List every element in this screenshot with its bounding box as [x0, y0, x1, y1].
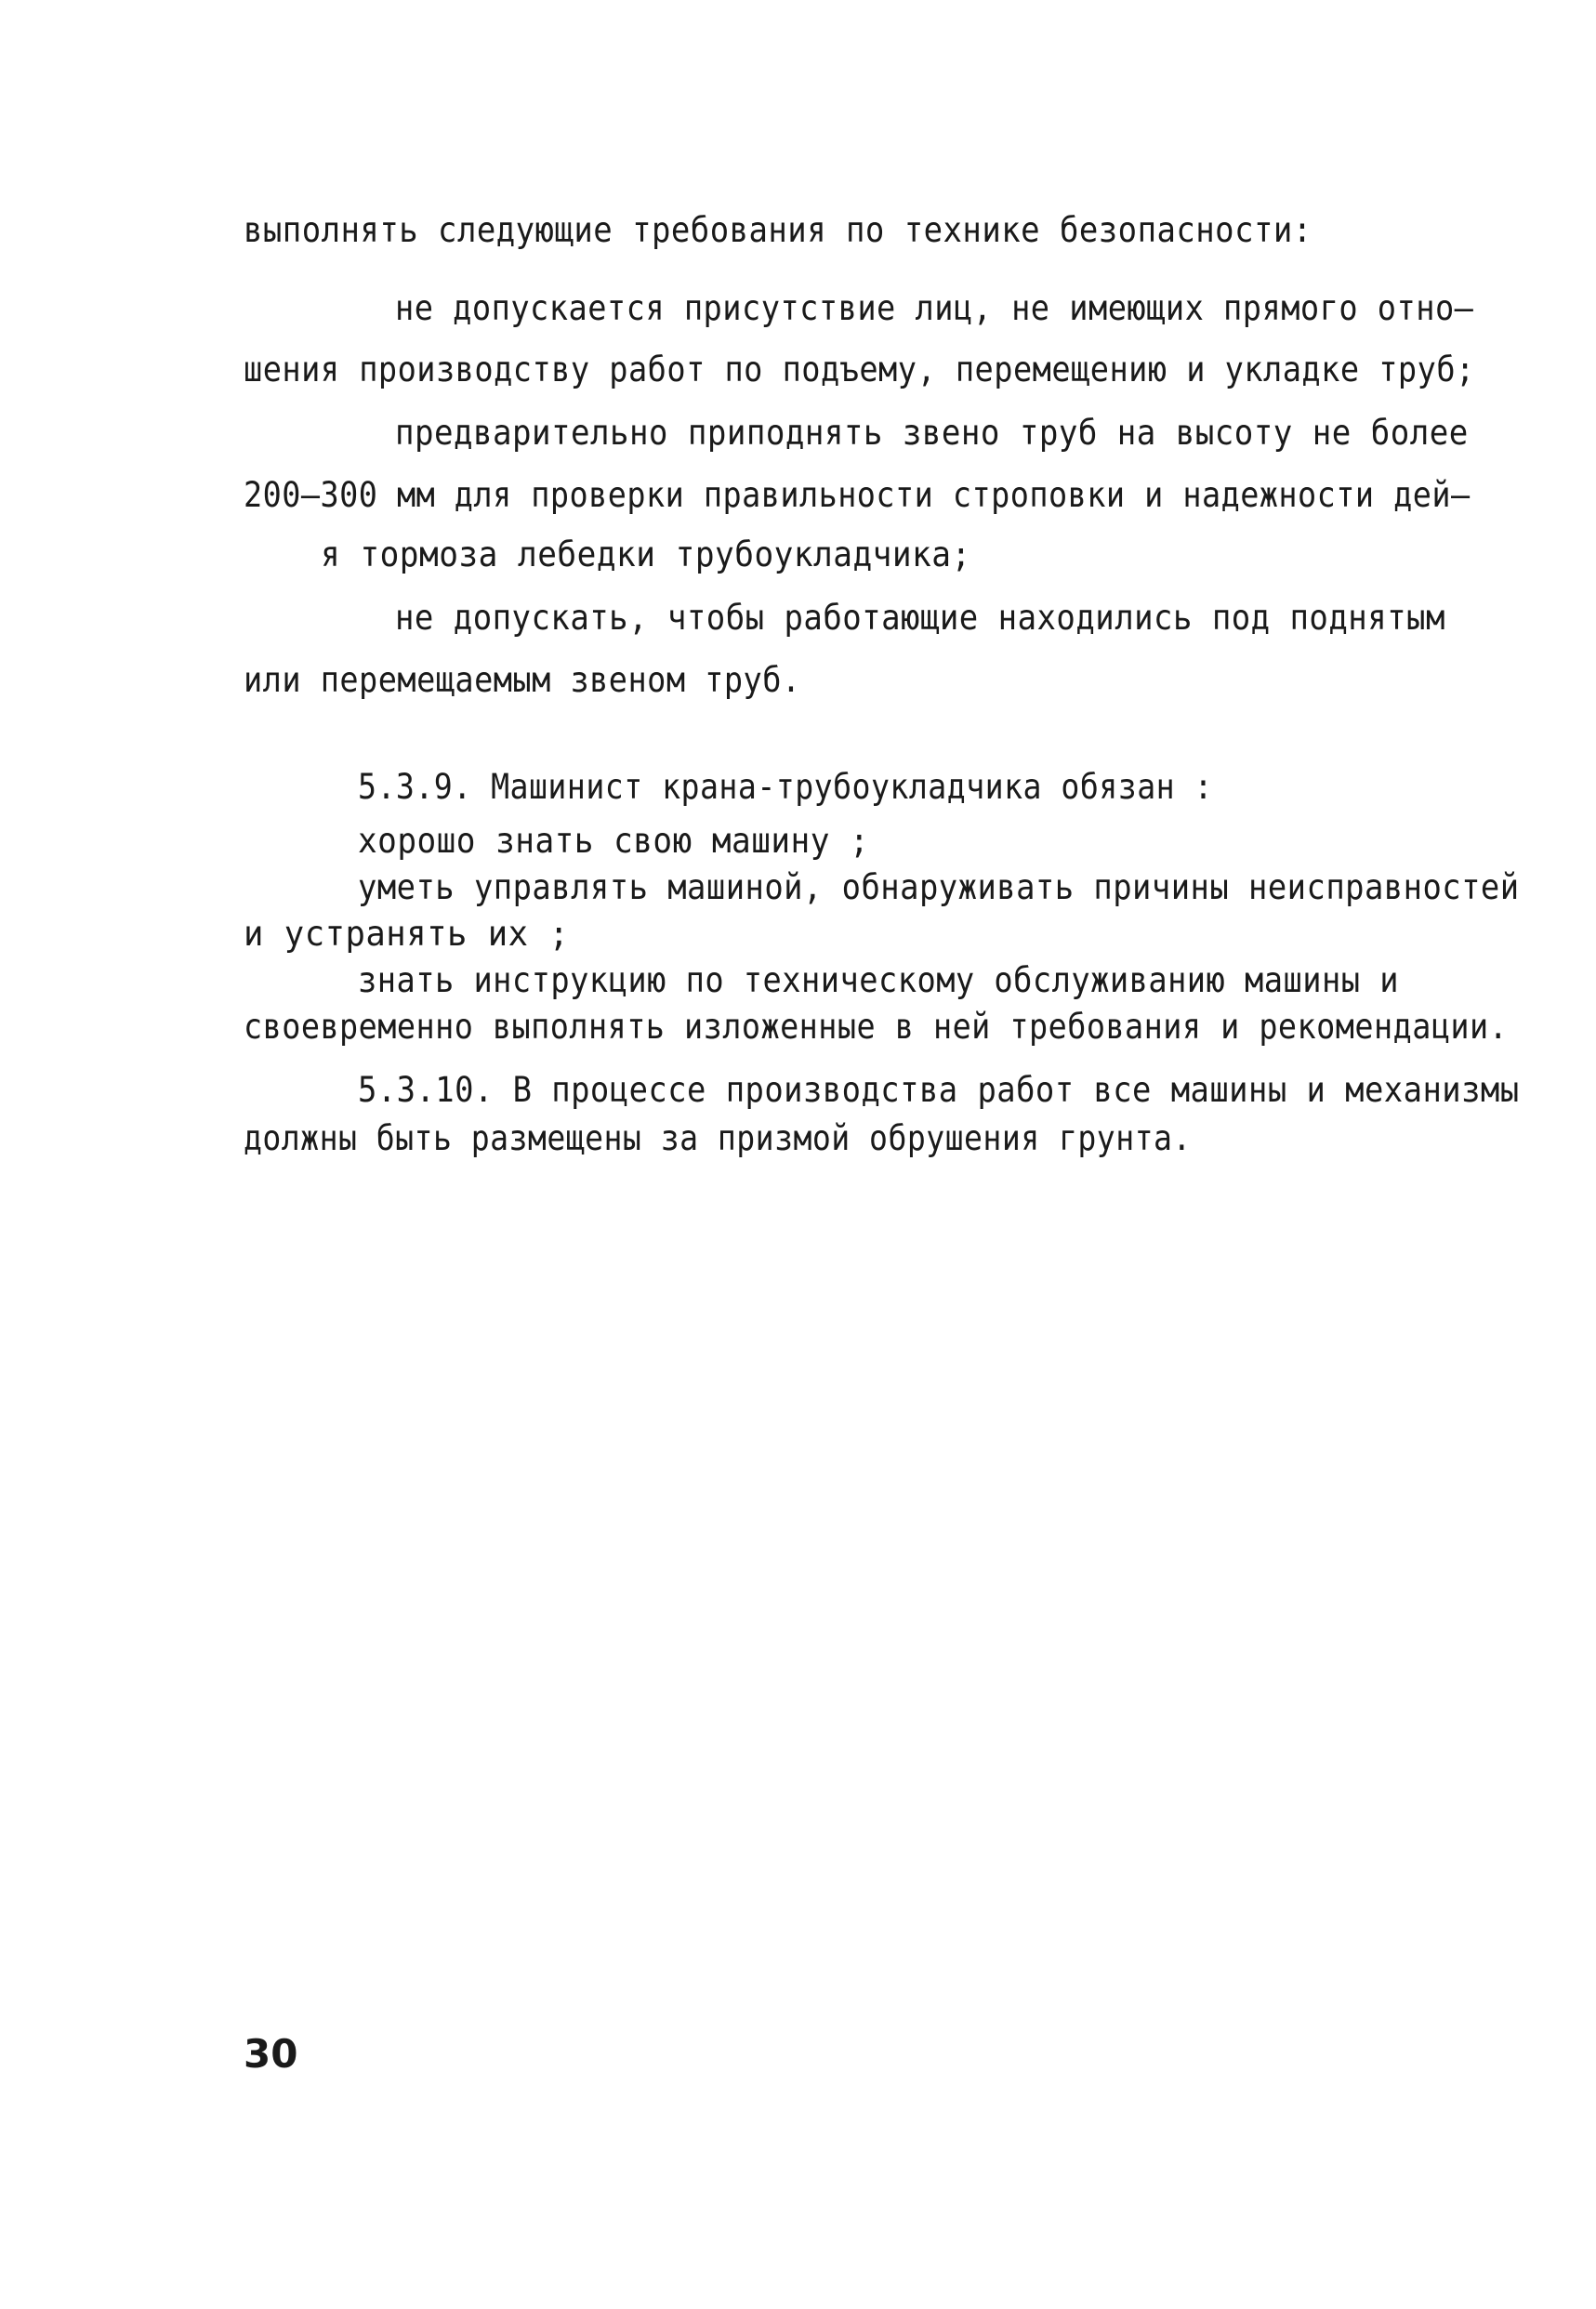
text-line: не допускать, чтобы работающие находились под поднятым — [395, 598, 1445, 638]
section-heading-5-3-9: 5.3.9. Машинист крана-трубоукладчика обязан : — [358, 767, 1213, 807]
text-line: должны быть размещены за призмой обрушения грунта. — [244, 1118, 1192, 1158]
text-line: хорошо знать свою машину ; — [358, 821, 870, 861]
text-line: не допускается присутствие лиц, не имеющих прямого отно– — [395, 288, 1474, 328]
text-line: я тормоза лебедки трубоукладчика; — [321, 534, 971, 574]
text-line: знать инструкцию по техническому обслуживанию машины и — [358, 960, 1399, 1000]
text-line: 200–300 мм для проверки правильности строповки и надежности дей– — [244, 475, 1471, 515]
text-line: своевременно выполнять изложенные в ней требования и рекомендации. — [244, 1007, 1509, 1047]
text-line: и устранять их ; — [244, 914, 570, 954]
section-heading-5-3-10: 5.3.10. В процессе производства работ все машины и механизмы — [358, 1070, 1520, 1110]
text-line: предварительно приподнять звено труб на высоту не более — [395, 413, 1469, 453]
text-line: выполнять следующие требования по технике безопасности: — [244, 210, 1312, 250]
text-line: или перемещаемым звеном труб. — [244, 660, 801, 700]
page-number: 30 — [244, 2031, 298, 2077]
text-line: уметь управлять машиной, обнаруживать причины неисправностей — [358, 867, 1520, 907]
text-line: шения производству работ по подъему, перемещению и укладке труб; — [244, 350, 1475, 389]
